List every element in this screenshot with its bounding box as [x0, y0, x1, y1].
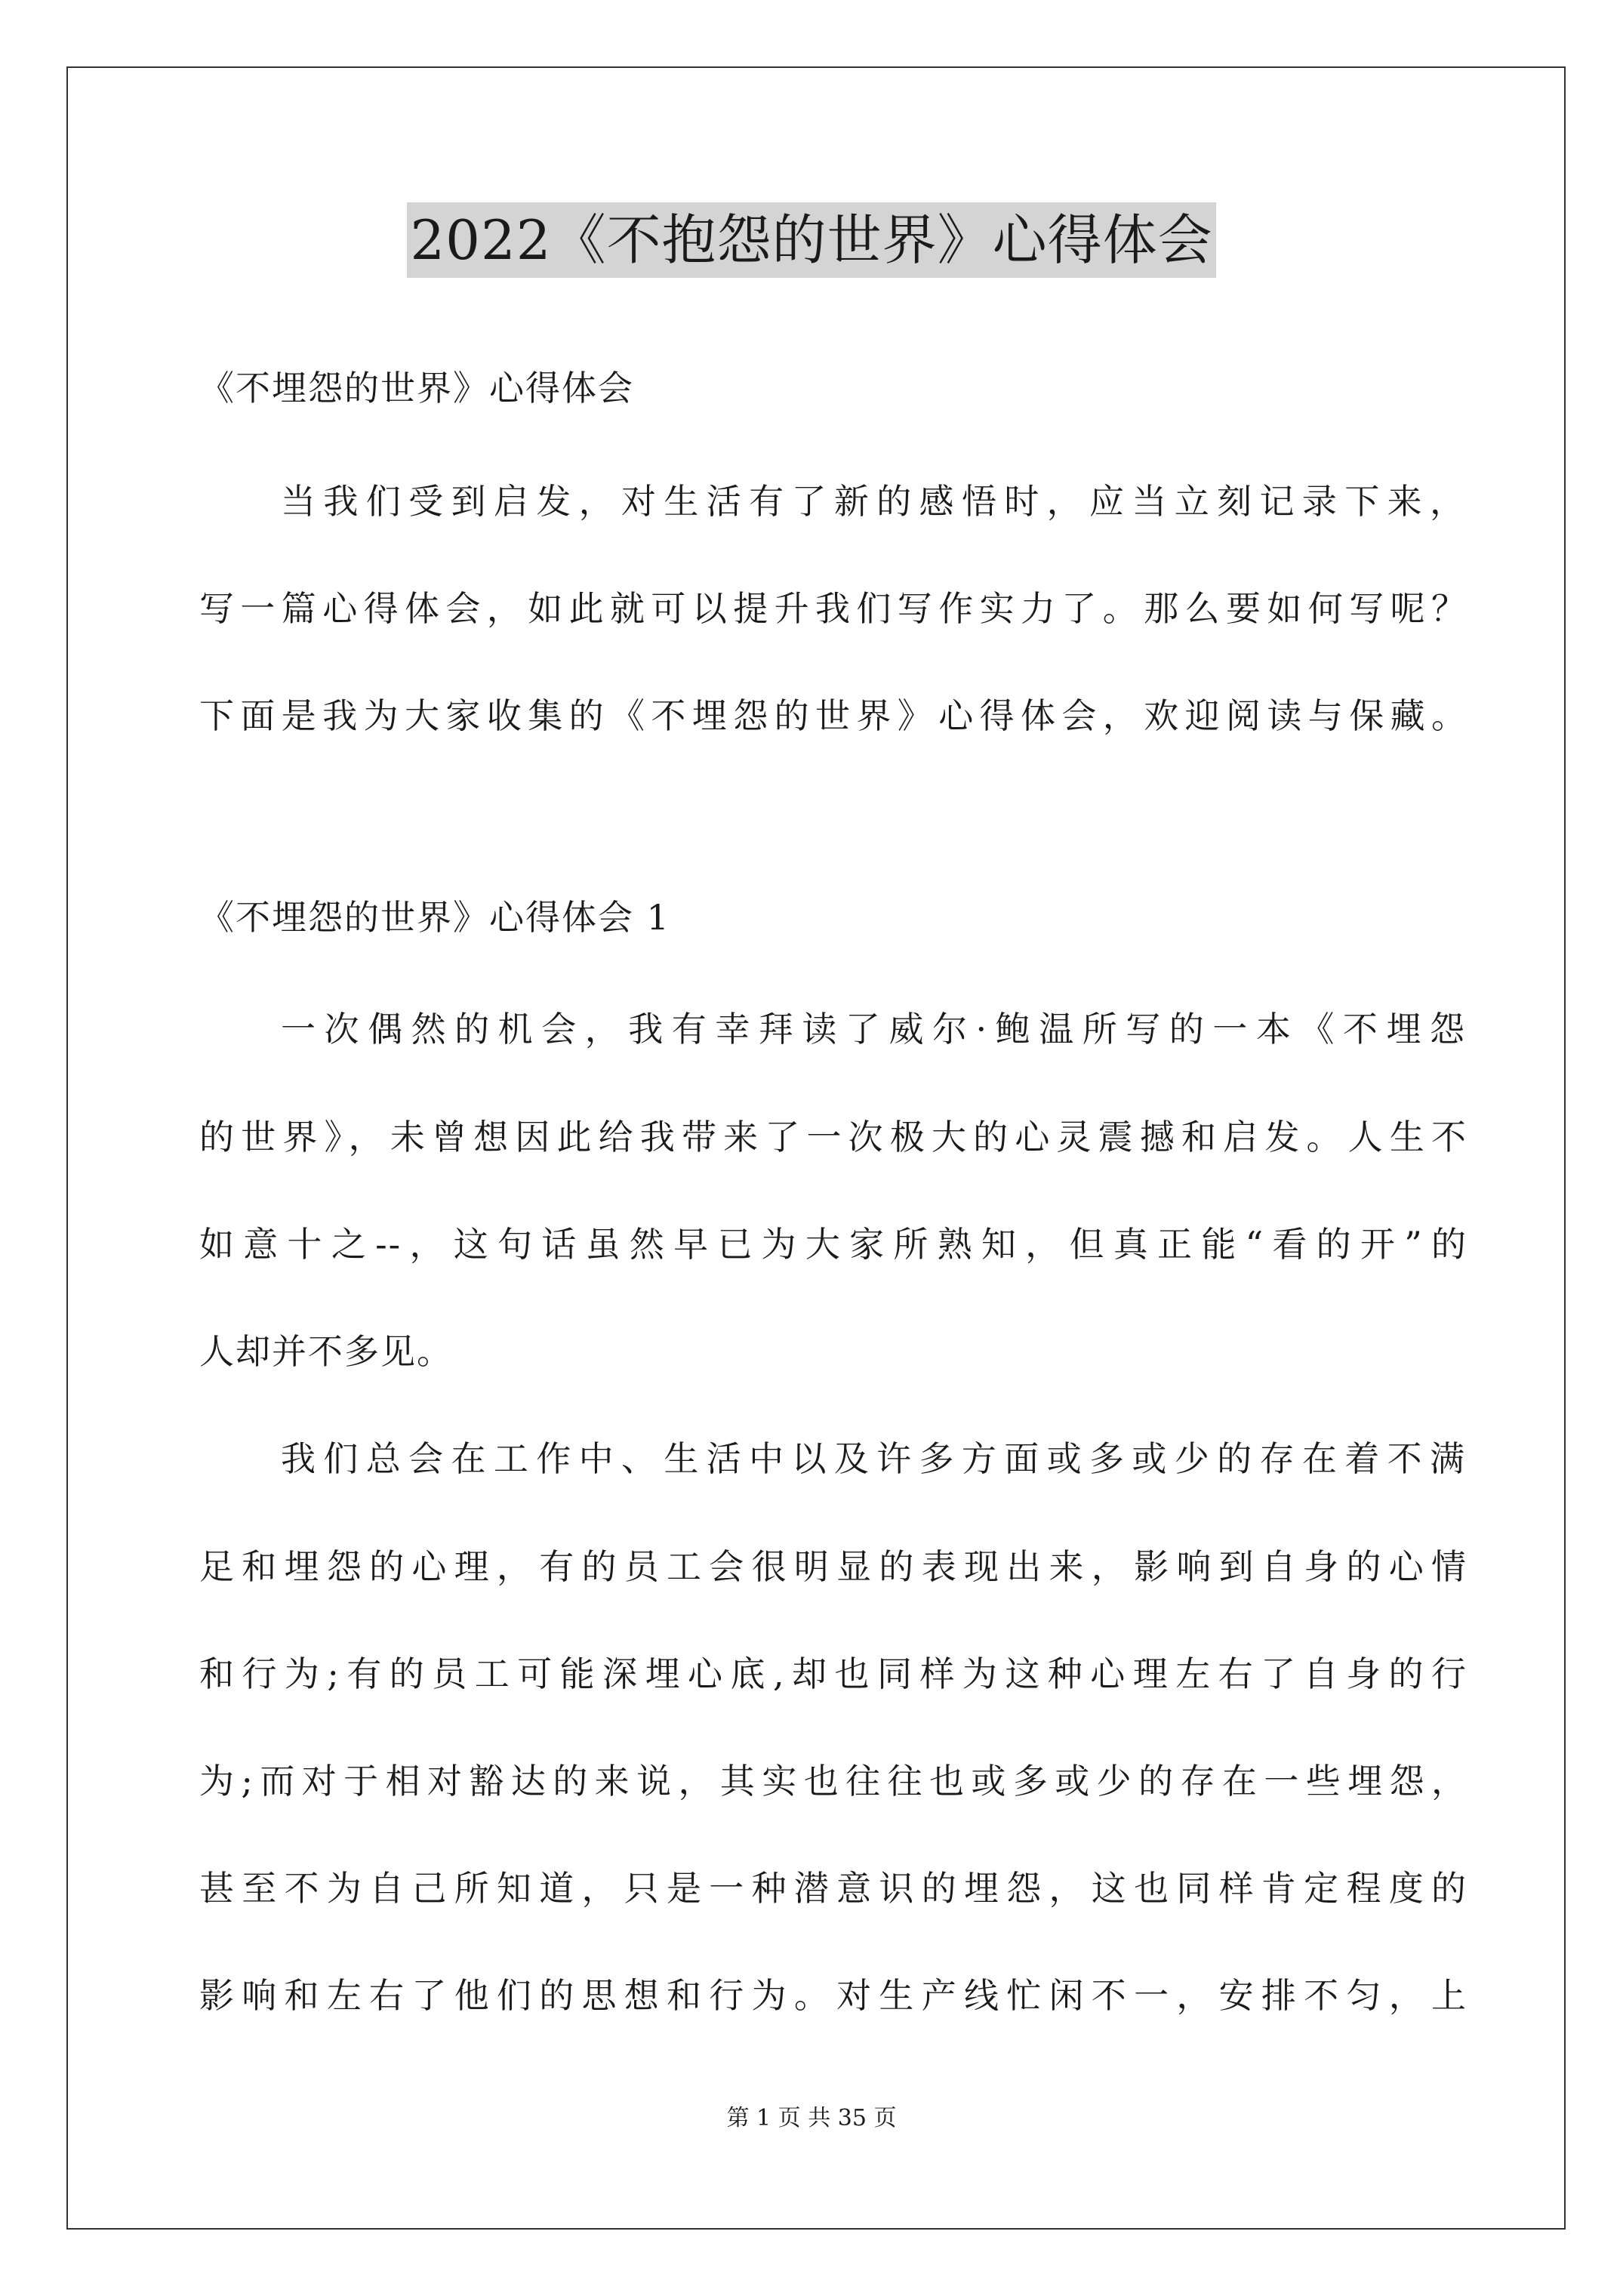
subtitle: 《不埋怨的世界》心得体会 [199, 368, 634, 408]
paragraph1-line-2: 的世界》，未曾想因此给我带来了一次极大的心灵震撼和启发。人生不 [199, 1117, 1467, 1157]
intro-line-3: 下面是我为大家收集的《不埋怨的世界》心得体会，欢迎阅读与保藏。 [199, 695, 1467, 736]
paragraph2-line-4: 为;而对于相对豁达的来说，其实也往往也或多或少的存在一些埋怨， [199, 1761, 1467, 1801]
page-footer: 第 1 页 共 35 页 [726, 2105, 897, 2131]
paragraph2-line-6: 影响和左右了他们的思想和行为。对生产线忙闲不一，安排不匀，上 [199, 1975, 1467, 2016]
paragraph1-line-4: 人却并不多见。 [199, 1331, 453, 1372]
intro-line-2: 写一篇心得体会，如此就可以提升我们写作实力了。那么要如何写呢？ [199, 588, 1467, 629]
paragraph1-line-3: 如意十之--，这句话虽然早已为大家所熟知，但真正能“看的开”的 [199, 1224, 1467, 1265]
section-heading: 《不埋怨的世界》心得体会 1 [199, 897, 670, 938]
paragraph2-line-2: 足和埋怨的心理，有的员工会很明显的表现出来，影响到自身的心情 [199, 1546, 1467, 1587]
paragraph2-line-5: 甚至不为自己所知道，只是一种潜意识的埋怨，这也同样肯定程度的 [199, 1868, 1467, 1909]
paragraph2-line-3: 和行为;有的员工可能深埋心底,却也同样为这种心理左右了自身的行 [199, 1653, 1467, 1694]
paragraph1-line-1: 一次偶然的机会，我有幸拜读了威尔·鲍温所写的一本《不埋怨 [281, 1009, 1466, 1049]
intro-line-1: 当我们受到启发，对生活有了新的感悟时，应当立刻记录下来， [281, 481, 1466, 522]
title-container [0, 202, 1623, 278]
document-title: 2022《不抱怨的世界》心得体会 [407, 202, 1215, 278]
paragraph2-line-1: 我们总会在工作中、生活中以及许多方面或多或少的存在着不满 [281, 1438, 1466, 1479]
